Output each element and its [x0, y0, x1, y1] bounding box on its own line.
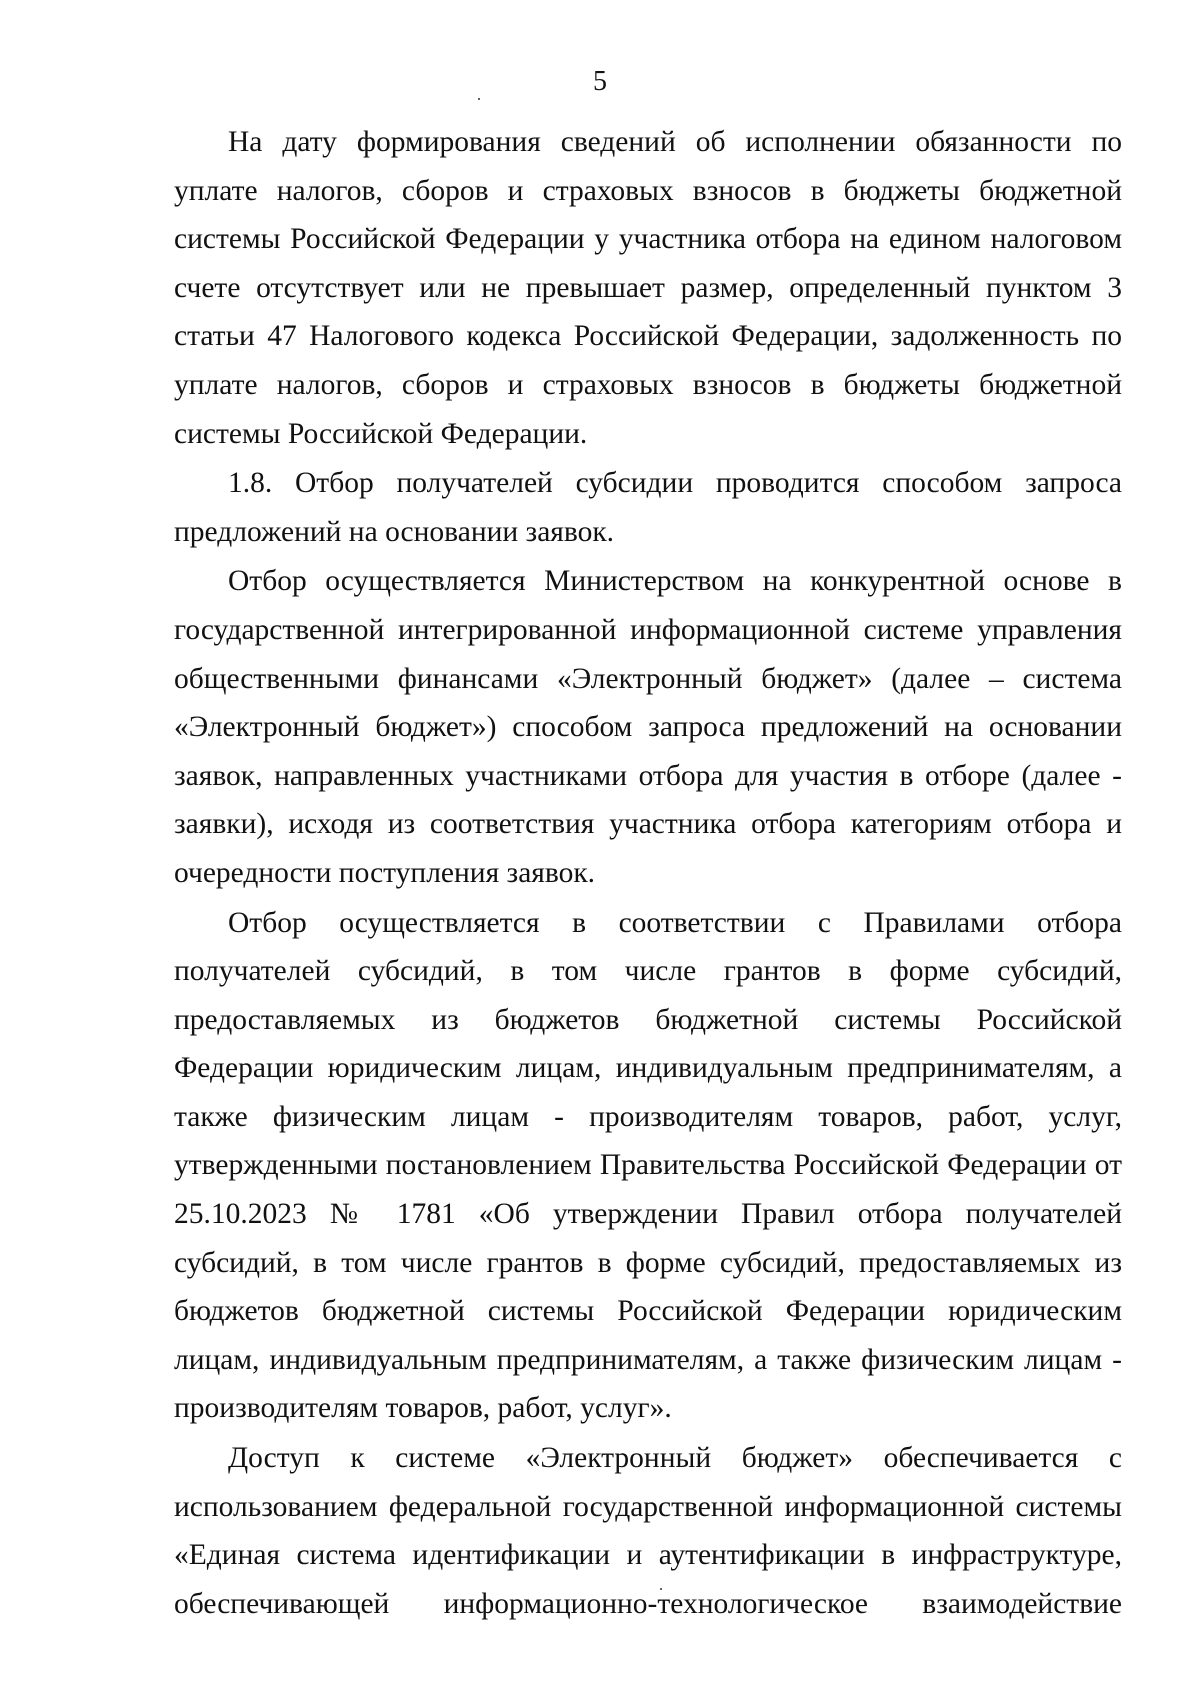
paragraph-selection-rules: Отбор осуществляется в соответствии с Правилами отбора получателей субсидий, в том числе грантов в форме субсидий, предоставляемых из бюджетов бюджетной системы Российской Федерации юридическим лицам, индивидуальным предпринимателям, а также физическим лицам - производителям товаров, работ, услуг, утвержденными постановлением Правительства Российской Федерации от 25.10.2023 № 1781 «Об утверждении Правил отбора получателей субсидий, в том числе грантов в форме субсидий, предоставляемых из бюджетов бюджетной системы Российской Федерации юридическим лицам, индивидуальным предпринимателям, а также физическим лицам - производителям товаров, работ, услуг».: [174, 906, 1122, 1425]
page-number: 5: [593, 66, 607, 97]
paragraph-tax-debt: На дату формирования сведений об исполнении обязанности по уплате налогов, сборов и страховых взносов в бюджеты бюджетной системы Российской Федерации у участника отбора на едином налоговом счете отсутствует или не превышает размер, определенный пунктом 3 статьи 47 Налогового кодекса Российской Федерации, задолженность по уплате налогов, сборов и страховых взносов в бюджеты бюджетной системы Российской Федерации.: [174, 126, 1122, 450]
document-body: [174, 118, 1122, 1629]
scan-speck: [478, 98, 480, 100]
paragraph-electronic-budget-selection: Отбор осуществляется Министерством на конкурентной основе в государственной интегрированной информационной системе управления общественными финансами «Электронный бюджет» (далее – система «Электронный бюджет») способом запроса предложений на основании заявок, направленных участниками отбора для участия в отборе (далее - заявки), исходя из соответствия участника отбора категориям отбора и очередности поступления заявок.: [174, 565, 1122, 889]
paragraph-system-access: Доступ к системе «Электронный бюджет» обеспечивается с использованием федеральной государственной информационной системы «Единая система идентификации и аутентификации в инфраструктуре, обеспечивающей информационно-технологическое взаимодействие: [174, 1442, 1122, 1620]
paragraph-1-8-selection-method: 1.8. Отбор получателей субсидии проводится способом запроса предложений на основании заявок.: [174, 467, 1122, 548]
